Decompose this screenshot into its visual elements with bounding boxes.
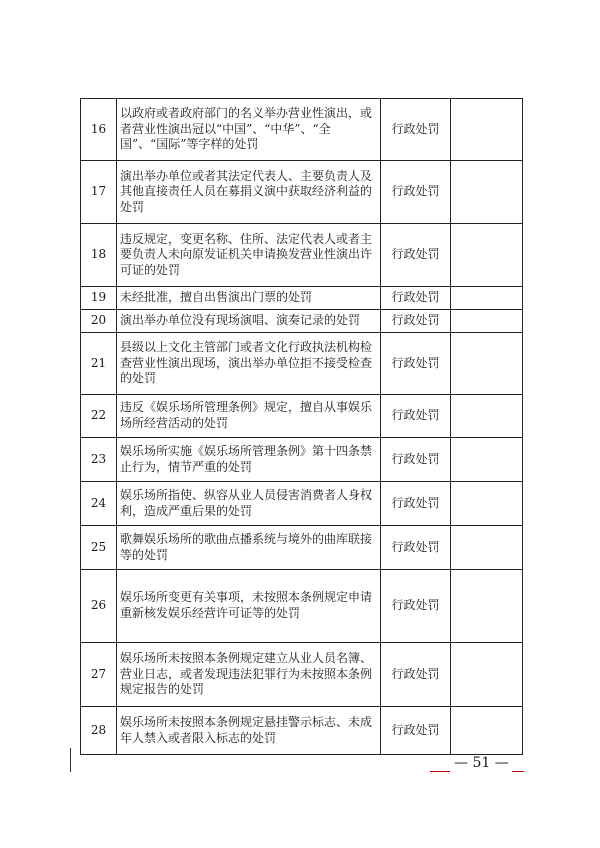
item-name: 娱乐场所变更有关事项，未按照本条例规定申请重新核发娱乐经营许可证等的处罚 xyxy=(117,570,381,643)
table-row xyxy=(81,395,523,438)
item-name: 娱乐场所未按照本条例规定悬挂警示标志、未成年人禁入或者限入标志的处罚 xyxy=(117,707,381,755)
item-name: 违反《娱乐场所管理条例》规定，擅自从事娱乐场所经营活动的处罚 xyxy=(117,395,381,438)
row-number: 22 xyxy=(81,395,117,438)
page-number: — 51 — xyxy=(454,755,509,771)
row-number: 21 xyxy=(81,333,117,395)
footer-rule-left xyxy=(430,771,450,772)
table-row xyxy=(81,161,523,224)
penalty-type: 行政处罚 xyxy=(381,99,451,161)
remarks-cell xyxy=(451,707,523,755)
table-row xyxy=(81,287,523,310)
row-number: 16 xyxy=(81,99,117,161)
remarks-cell xyxy=(451,287,523,310)
remarks-cell xyxy=(451,643,523,707)
row-number: 26 xyxy=(81,570,117,643)
remarks-cell xyxy=(451,99,523,161)
row-number: 24 xyxy=(81,482,117,526)
table-row xyxy=(81,643,523,707)
item-name: 以政府或者政府部门的名义举办营业性演出，或者营业性演出冠以“中国”、“中华”、“全国”、“国际”等字样的处罚 xyxy=(117,99,381,161)
row-number: 20 xyxy=(81,310,117,333)
row-number: 17 xyxy=(81,161,117,224)
penalty-type: 行政处罚 xyxy=(381,707,451,755)
table-row xyxy=(81,310,523,333)
item-name: 未经批准，擅自出售演出门票的处罚 xyxy=(117,287,381,310)
page-footer xyxy=(430,755,522,775)
penalty-type: 行政处罚 xyxy=(381,438,451,482)
item-name: 娱乐场所指使、纵容从业人员侵害消费者人身权利，造成严重后果的处罚 xyxy=(117,482,381,526)
penalty-type: 行政处罚 xyxy=(381,643,451,707)
table-row xyxy=(81,570,523,643)
item-name: 歌舞娱乐场所的歌曲点播系统与境外的曲库联接等的处罚 xyxy=(117,526,381,570)
table-row xyxy=(81,707,523,755)
item-name: 演出举办单位或者其法定代表人、主要负责人及其他直接责任人员在募捐义演中获取经济利益的处罚 xyxy=(117,161,381,224)
remarks-cell xyxy=(451,395,523,438)
remarks-cell xyxy=(451,482,523,526)
penalty-type: 行政处罚 xyxy=(381,310,451,333)
row-number: 25 xyxy=(81,526,117,570)
remarks-cell xyxy=(451,438,523,482)
item-name: 娱乐场所实施《娱乐场所管理条例》第十四条禁止行为，情节严重的处罚 xyxy=(117,438,381,482)
penalty-type: 行政处罚 xyxy=(381,395,451,438)
row-number: 18 xyxy=(81,224,117,287)
remarks-cell xyxy=(451,224,523,287)
remarks-cell xyxy=(451,333,523,395)
penalty-type: 行政处罚 xyxy=(381,224,451,287)
table-row xyxy=(81,482,523,526)
item-name: 违反规定，变更名称、住所、法定代表人或者主要负责人未向原发证机关申请换发营业性演出许可证的处罚 xyxy=(117,224,381,287)
table-row xyxy=(81,438,523,482)
penalty-type: 行政处罚 xyxy=(381,333,451,395)
remarks-cell xyxy=(451,526,523,570)
remarks-cell xyxy=(451,310,523,333)
binding-margin-line xyxy=(70,748,71,772)
row-number: 23 xyxy=(81,438,117,482)
penalty-type: 行政处罚 xyxy=(381,526,451,570)
penalty-type: 行政处罚 xyxy=(381,287,451,310)
item-name: 县级以上文化主管部门或者文化行政执法机构检查营业性演出现场，演出举办单位拒不接受检查的处罚 xyxy=(117,333,381,395)
remarks-cell xyxy=(451,570,523,643)
footer-rule-right xyxy=(512,771,524,772)
item-name: 娱乐场所未按照本条例规定建立从业人员名簿、营业日志，或者发现违法犯罪行为未按照本条例规定报告的处罚 xyxy=(117,643,381,707)
table-row xyxy=(81,333,523,395)
row-number: 27 xyxy=(81,643,117,707)
penalty-type: 行政处罚 xyxy=(381,161,451,224)
remarks-cell xyxy=(451,161,523,224)
table-row xyxy=(81,526,523,570)
penalty-type: 行政处罚 xyxy=(381,570,451,643)
item-name: 演出举办单位没有现场演唱、演奏记录的处罚 xyxy=(117,310,381,333)
row-number: 28 xyxy=(81,707,117,755)
row-number: 19 xyxy=(81,287,117,310)
table-row xyxy=(81,99,523,161)
table-row xyxy=(81,224,523,287)
penalty-type: 行政处罚 xyxy=(381,482,451,526)
penalty-table xyxy=(80,98,523,755)
